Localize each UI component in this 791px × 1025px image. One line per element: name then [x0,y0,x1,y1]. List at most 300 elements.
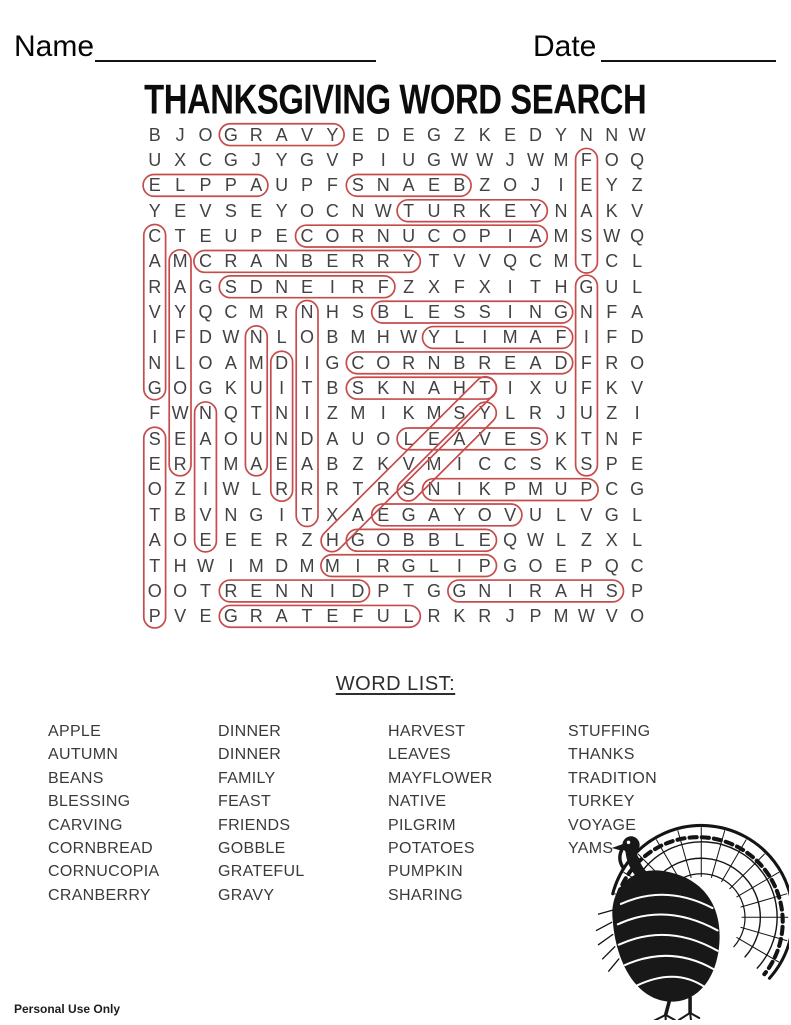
grid-cell: P [504,479,517,500]
grid-cell: P [224,175,237,196]
grid-cell: H [579,580,593,601]
grid-cell: X [326,504,339,525]
grid-cell: T [301,606,313,627]
word-list-item: SHARING [388,886,463,904]
grid-cell: V [453,251,466,272]
grid-cell: L [175,352,186,373]
grid-cell: E [174,200,187,221]
grid-cell: U [376,606,390,627]
grid-cell: E [199,530,212,551]
grid-cell: S [351,175,364,196]
grid-cell: G [325,352,340,373]
grid-cell: I [152,327,158,348]
grid-cell: R [249,124,263,145]
grid-cell: G [452,580,467,601]
grid-cell: G [249,504,264,525]
grid-cell: B [326,327,339,348]
grid-cell: A [529,226,542,247]
grid-cell: O [376,530,391,551]
grid-cell: R [452,200,466,221]
grid-cell: A [554,580,567,601]
grid-cell: R [224,251,238,272]
word-list-item: CORNBREAD [48,840,153,858]
grid-cell: O [452,226,467,247]
grid-cell: A [580,200,593,221]
grid-cell: S [580,226,593,247]
grid-cell: R [376,479,390,500]
grid-cell: L [454,327,465,348]
grid-cell: A [427,378,440,399]
grid-cell: F [606,302,618,323]
grid-cell: N [579,124,593,145]
grid-cell: A [402,175,415,196]
word-list-item: STUFFING [568,723,651,740]
grid-cell: Z [606,403,618,424]
grid-cell: X [529,378,542,399]
grid-cell: D [351,580,365,601]
grid-cell: U [148,150,162,171]
grid-cell: M [299,555,315,576]
grid-cell: P [250,226,263,247]
grid-cell: V [631,378,644,399]
grid-cell: K [605,200,618,221]
grid-cell: S [453,302,466,323]
grid-cell: L [555,530,566,551]
grid-cell: O [173,378,188,399]
grid-cell: E [504,428,517,449]
grid-cell: I [329,580,335,601]
grid-cell: P [351,150,364,171]
grid-cell: U [351,428,365,449]
word-list-item: POTATOES [388,840,475,858]
grid-cell: I [507,302,513,323]
grid-cell: D [249,276,263,297]
grid-cell: P [580,555,593,576]
grid-cell: E [250,200,263,221]
word-list-item: CORNUCOPIA [48,863,160,881]
word-list-column [388,720,553,907]
grid-cell: Z [301,530,313,551]
grid-cell: Z [580,530,592,551]
grid-cell: R [427,606,441,627]
grid-cell: E [631,454,644,475]
grid-cell: R [275,530,289,551]
grid-cell: N [275,276,289,297]
grid-cell: S [529,428,542,449]
grid-cell: I [507,276,513,297]
grid-cell: G [223,150,238,171]
grid-cell: X [174,150,187,171]
grid-cell: E [554,555,567,576]
date-label: Date [533,30,597,63]
grid-cell: O [198,124,213,145]
grid-cell: K [453,606,466,627]
grid-cell: E [504,200,517,221]
grid-cell: G [198,276,213,297]
grid-cell: Z [403,276,415,297]
footer-note: Personal Use Only [14,1002,121,1016]
grid-cell: F [631,428,643,449]
word-list-item: LEAVES [388,746,451,764]
grid-cell: A [148,530,161,551]
grid-cell: X [478,276,491,297]
grid-cell: A [199,428,212,449]
grid-cell: V [199,200,212,221]
grid-cell: U [275,175,289,196]
grid-cell: V [301,124,314,145]
grid-cell: E [326,251,339,272]
grid-cell: V [605,606,618,627]
grid-cell: Q [223,403,238,424]
grid-cell: O [630,352,645,373]
word-list-item: CARVING [48,816,123,834]
grid-cell: P [631,580,644,601]
grid-cell: S [224,200,237,221]
grid-cell: U [605,276,619,297]
grid-cell: D [529,124,543,145]
grid-cell: U [427,200,441,221]
grid-cell: F [326,175,338,196]
grid-cell: Y [326,124,339,145]
grid-cell: V [402,454,415,475]
grid-cell: R [224,580,238,601]
grid-cell: V [504,504,517,525]
grid-cell: S [478,302,491,323]
grid-cell: L [454,530,465,551]
grid-cell: S [580,454,593,475]
grid-cell: G [630,479,645,500]
grid-cell: E [301,276,314,297]
grid-cell: U [249,378,263,399]
grid-cell: I [456,555,462,576]
word-list-item: BEANS [48,769,104,787]
grid-cell: D [198,327,212,348]
grid-cell: E [427,175,440,196]
grid-cell: P [148,606,161,627]
grid-cell: G [223,606,238,627]
grid-cell: Z [453,124,465,145]
grid-cell: K [377,454,390,475]
word-list-item: APPLE [48,723,102,740]
grid-cell: I [507,580,513,601]
grid-cell: I [304,403,310,424]
grid-cell: F [606,327,618,348]
grid-cell: L [555,504,566,525]
grid-cell: B [402,530,415,551]
word-list-item: YAMS [568,840,614,858]
grid-cell: U [579,403,593,424]
grid-cell: O [173,580,188,601]
grid-cell: N [300,580,314,601]
grid-cell: B [453,352,466,373]
grid-cell: O [325,226,340,247]
grid-cell: I [380,403,386,424]
grid-cell: W [577,606,595,627]
grid-cell: H [376,327,390,348]
name-input-line[interactable] [95,30,376,62]
grid-cell: I [634,403,640,424]
grid-cell: R [300,479,314,500]
grid-cell: A [351,504,364,525]
grid-cell: O [477,504,492,525]
word-list-column [218,720,383,907]
word-list-item: VOYAGE [568,816,637,834]
grid-cell: N [579,302,593,323]
grid-cell: C [605,251,619,272]
grid-cell: J [505,150,515,171]
grid-cell: E [478,530,491,551]
grid-cell: U [529,504,543,525]
grid-cell: F [580,150,592,171]
page-title: THANKSGIVING WORD SEARCH [144,77,647,123]
grid-cell: T [199,580,211,601]
grid-cell: B [148,124,161,145]
grid-cell: F [555,327,567,348]
grid-cell: I [507,226,513,247]
grid-cell: O [300,327,315,348]
grid-cell: W [476,150,494,171]
grid-cell: R [605,352,619,373]
grid-cell: Q [503,251,518,272]
grid-cell: K [402,403,415,424]
grid-cell: W [527,530,545,551]
grid-cell: L [632,504,643,525]
grid-cell: C [630,555,644,576]
grid-cell: L [276,327,287,348]
grid-cell: U [402,150,416,171]
grid-cell: V [580,504,593,525]
grid-cell: C [478,454,492,475]
grid-cell: R [275,302,289,323]
grid-cell: N [427,479,441,500]
grid-cell: N [275,580,289,601]
grid-cell: A [326,428,339,449]
grid-cell: E [275,226,288,247]
grid-cell: P [377,580,390,601]
grid-cell: E [250,530,263,551]
turkey-icon [583,790,789,1020]
grid-cell: U [402,226,416,247]
grid-cell: I [202,479,208,500]
grid-cell: E [427,428,440,449]
grid-cell: E [377,504,390,525]
grid-cell: B [453,175,466,196]
grid-cell: V [326,150,339,171]
grid-cell: V [199,504,212,525]
grid-cell: B [427,530,440,551]
grid-cell: W [603,226,621,247]
grid-cell: Y [148,200,161,221]
grid-cell: M [350,403,366,424]
grid-cell: O [376,352,391,373]
grid-cell: Y [453,504,466,525]
word-list-item: TURKEY [568,793,635,811]
grid-cell: J [251,150,261,171]
grid-cell: S [351,378,364,399]
grid-cell: O [198,352,213,373]
grid-cell: O [528,555,543,576]
grid-cell: T [174,226,186,247]
word-list-item: THANKS [568,746,635,764]
grid-cell: V [148,302,161,323]
grid-cell: P [580,479,593,500]
grid-cell: Y [275,200,288,221]
grid-cell: E [275,454,288,475]
grid-cell: G [198,378,213,399]
grid-cell: L [403,428,414,449]
grid-cell: H [173,555,187,576]
grid-cell: G [604,504,619,525]
grid-cell: N [605,124,619,145]
grid-cell: D [376,124,390,145]
grid-cell: R [351,276,365,297]
grid-cell: I [583,327,589,348]
grid-cell: N [249,327,263,348]
grid-cell: T [580,251,592,272]
grid-cell: D [275,555,289,576]
grid-cell: J [505,606,515,627]
grid-cell: T [250,403,262,424]
grid-cell: D [630,327,644,348]
grid-cell: N [402,378,416,399]
word-list-item: PUMPKIN [388,863,463,881]
grid-cell: K [605,378,618,399]
grid-cell: I [507,378,513,399]
grid-cell: N [376,175,390,196]
grid-cell: L [505,403,516,424]
grid-cell: C [148,226,162,247]
grid-cell: A [224,352,237,373]
grid-cell: N [554,200,568,221]
grid-cell: C [198,251,212,272]
header-row [0,30,791,66]
grid-cell: C [198,150,212,171]
grid-cell: T [403,200,415,221]
grid-cell: I [304,352,310,373]
grid-cell: A [453,428,466,449]
grid-cell: Q [198,302,213,323]
grid-cell: R [478,606,492,627]
grid-cell: C [351,352,365,373]
grid-cell: T [149,555,161,576]
grid-cell: Q [630,226,645,247]
grid-cell: Z [631,175,643,196]
grid-cell: V [631,200,644,221]
grid-cell: L [251,479,262,500]
grid-cell: M [528,479,544,500]
grid-cell: E [250,580,263,601]
grid-cell: O [147,479,162,500]
grid-cell: C [529,251,543,272]
grid-cell: G [503,555,518,576]
grid-cell: B [326,454,339,475]
grid-cell: R [376,555,390,576]
grid-cell: A [250,175,263,196]
grid-cell: M [426,403,442,424]
word-list-item: BLESSING [48,793,131,811]
grid-cell: E [199,606,212,627]
grid-cell: N [351,200,365,221]
grid-cell: T [530,276,542,297]
grid-cell: W [400,327,418,348]
grid-cell: S [453,403,466,424]
grid-cell: P [478,555,491,576]
grid-cell: E [224,530,237,551]
grid-cell: S [605,580,618,601]
grid-cell: O [147,580,162,601]
grid-cell: A [631,302,644,323]
grid-cell: M [502,327,518,348]
grid-cell: I [279,378,285,399]
word-list-item: DINNER [218,746,282,764]
grid-cell: G [350,530,365,551]
grid-cell: G [426,150,441,171]
grid-cell: Q [604,555,619,576]
date-input-line[interactable] [601,30,776,62]
grid-cell: G [401,504,416,525]
grid-cell: C [224,302,238,323]
grid-cell: G [579,276,594,297]
grid-cell: L [175,175,186,196]
grid-cell: Y [605,175,618,196]
grid-cell: K [478,200,491,221]
grid-cell: M [248,555,264,576]
grid-cell: Z [326,403,338,424]
word-list-item: GRATEFUL [218,863,305,881]
grid-cell: D [300,428,314,449]
grid-cell: Y [275,150,288,171]
grid-cell: F [580,378,592,399]
grid-cell: N [529,302,543,323]
grid-cell: B [377,302,390,323]
grid-cell: A [529,327,542,348]
grid-cell: R [529,403,543,424]
grid-cell: C [427,226,441,247]
grid-cell: R [275,479,289,500]
grid-cell: Y [478,403,491,424]
grid-cell: M [553,150,569,171]
word-list-heading: WORD LIST: [335,673,456,695]
grid-cell: E [504,124,517,145]
grid-cell: Z [479,175,491,196]
grid-cell: A [275,124,288,145]
grid-cell: N [275,428,289,449]
grid-cell: H [325,530,339,551]
grid-cell: U [554,479,568,500]
grid-cell: I [329,276,335,297]
grid-cell: F [149,403,161,424]
grid-cell: D [554,352,568,373]
grid-cell: K [554,428,567,449]
turkey-illustration [583,790,789,1020]
page-title-wrap [0,78,791,123]
grid-cell: T [301,504,313,525]
grid-cell: G [553,302,568,323]
grid-cell: Q [503,530,518,551]
grid-cell: T [199,454,211,475]
grid-cell: S [402,479,415,500]
word-list-item: FAMILY [218,769,276,787]
letter-grid [142,122,650,629]
grid-cell: M [248,302,264,323]
grid-cell: I [456,479,462,500]
grid-cell: M [553,226,569,247]
grid-cell: S [529,454,542,475]
grid-cell: O [223,428,238,449]
grid-cell: K [478,124,491,145]
grid-cell: E [402,124,415,145]
word-list-item: MAYFLOWER [388,769,493,787]
